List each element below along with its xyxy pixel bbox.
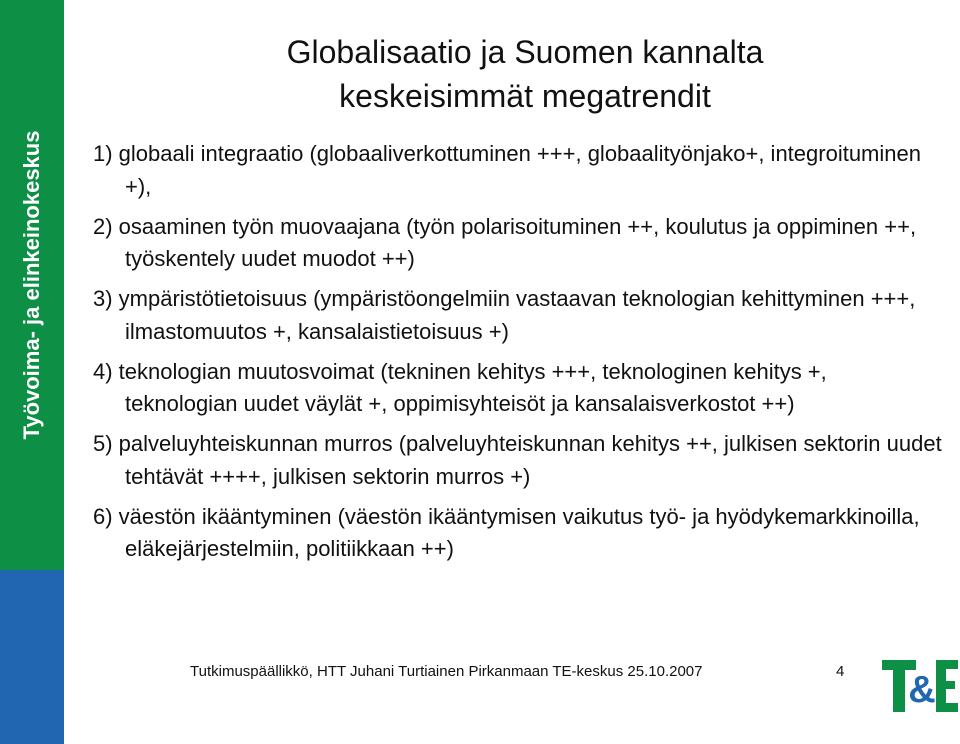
- slide-title-line-2: keskeisimmät megatrendit: [339, 78, 711, 114]
- te-keskus-logo: [880, 654, 960, 716]
- list-item: 6) väestön ikääntyminen (väestön ikääntymisen vaikutus työ- ja hyödykemarkkinoilla, eläkejärjestelmiin, politiikkaan ++): [93, 503, 920, 561]
- slide-title: [160, 30, 890, 118]
- page-number: 4: [836, 663, 845, 680]
- sidebar-blue-band: [0, 570, 64, 744]
- list-item: 4) teknologian muutosvoimat (tekninen kehitys +++, teknologinen kehitys +, teknologian uudet väylät +, oppimisyhteisöt ja kansalaisverkostot ++): [93, 358, 827, 416]
- megatrend-list: [93, 138, 943, 573]
- list-item: 5) palveluyhteiskunnan murros (palveluyhteiskunnan kehitys ++, julkisen sektorin uudet tehtävät ++++, julkisen sektorin murros +): [93, 431, 942, 489]
- list-item: 1) globaali integraatio (globaaliverkottuminen +++, globaalityönjako+, integroituminen +),: [93, 141, 921, 199]
- sidebar: [0, 0, 64, 744]
- slide-title-line-1: Globalisaatio ja Suomen kannalta: [286, 34, 764, 70]
- footer-text: Tutkimuspäällikkö, HTT Juhani Turtiainen Pirkanmaan TE-keskus 25.10.2007: [190, 663, 703, 680]
- svg-text:&: &: [908, 669, 936, 711]
- sidebar-organization-name: Työvoima- ja elinkeinokeskus: [19, 130, 44, 440]
- list-item: 3) ympäristötietoisuus (ympäristöongelmiin vastaavan teknologian kehittyminen +++, ilmastomuutos +, kansalaistietoisuus +): [93, 286, 916, 344]
- list-item: 2) osaaminen työn muovaajana (työn polarisoituminen ++, koulutus ja oppiminen ++, työskentely uudet muodot ++): [93, 213, 917, 271]
